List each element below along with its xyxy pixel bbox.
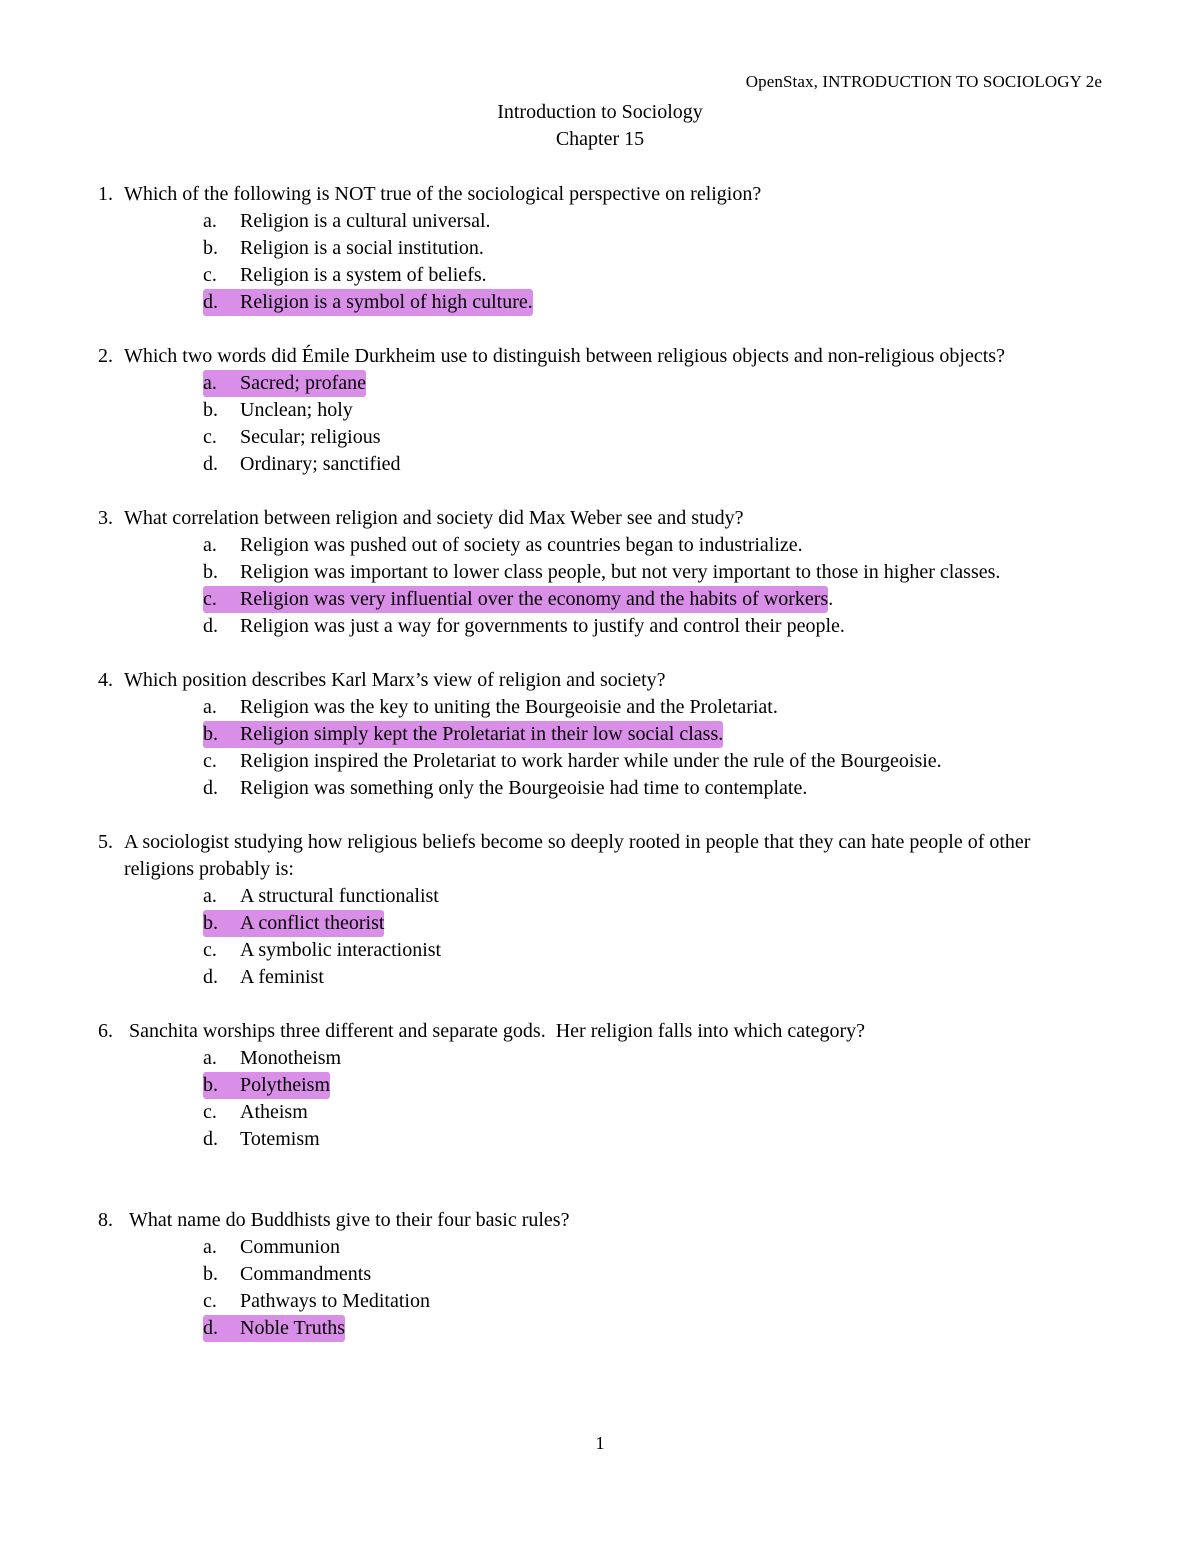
question-stem: [98, 829, 1098, 883]
answer-options: [203, 370, 1098, 478]
option-text: Religion was the key to uniting the Bourgeoisie and the Proletariat.: [240, 696, 778, 718]
question-number: 4.: [98, 669, 113, 691]
question-item: [98, 829, 1098, 991]
answer-options: [203, 208, 1098, 316]
option-text: Religion was just a way for governments to justify and control their people.: [240, 615, 845, 637]
answer-highlight: [203, 910, 384, 937]
answer-highlight: [203, 370, 366, 397]
page-number: 1: [595, 1433, 605, 1453]
option-text: Polytheism: [240, 1074, 331, 1096]
answer-option: [203, 964, 1098, 991]
option-text: A conflict theorist: [240, 912, 385, 934]
answer-option: [203, 424, 1098, 451]
answer-option: [203, 883, 1098, 910]
option-text: Religion was very influential over the economy and the habits of workers: [240, 588, 829, 610]
question-number: 8.: [98, 1209, 113, 1231]
option-letter: a.: [203, 210, 217, 232]
question-item: [98, 181, 1098, 316]
option-letter: d.: [203, 1317, 218, 1339]
answer-highlight: [203, 721, 723, 748]
option-trailing-punctuation: .: [828, 588, 834, 610]
option-letter: d.: [203, 291, 218, 313]
question-number: 1.: [98, 183, 113, 205]
option-text: Religion is a symbol of high culture.: [240, 291, 533, 313]
question-stem: [98, 505, 1098, 532]
option-letter: b.: [203, 237, 218, 259]
option-text: Ordinary; sanctified: [240, 453, 401, 475]
answer-highlight: [203, 1072, 330, 1099]
question-text: Sanchita worships three different and separate gods. Her religion falls into which category?: [124, 1020, 866, 1042]
option-text: Religion was important to lower class people, but not very important to those in higher classes.: [240, 561, 1001, 583]
answer-options: [203, 694, 1098, 802]
answer-option: [203, 1099, 1098, 1126]
question-stem: [98, 667, 1098, 694]
answer-options: [203, 1234, 1098, 1342]
option-text: A symbolic interactionist: [240, 939, 442, 961]
option-text: Pathways to Meditation: [240, 1290, 430, 1312]
option-letter: a.: [203, 372, 217, 394]
answer-option: [203, 235, 1098, 262]
answer-highlight: [203, 1315, 345, 1342]
chapter-title: Chapter 15: [555, 128, 645, 150]
document-title: Introduction to Sociology: [497, 101, 703, 123]
question-number: 2.: [98, 345, 113, 367]
option-letter: b.: [203, 912, 218, 934]
highlighted-answer-option: [203, 1315, 1098, 1342]
option-letter: c.: [203, 426, 217, 448]
question-stem: [98, 343, 1098, 370]
question-item: [98, 505, 1098, 640]
option-letter: c.: [203, 750, 217, 772]
question-stem: [98, 181, 1098, 208]
option-text: Atheism: [240, 1101, 308, 1123]
option-letter: a.: [203, 885, 217, 907]
highlighted-answer-option: [203, 370, 1098, 397]
answer-highlight: [203, 289, 533, 316]
option-letter: d.: [203, 1128, 218, 1150]
option-letter: d.: [203, 966, 218, 988]
question-stem: [98, 1207, 1098, 1234]
option-text: Noble Truths: [240, 1317, 346, 1339]
option-letter: b.: [203, 1263, 218, 1285]
option-letter: a.: [203, 1236, 217, 1258]
answer-options: [203, 532, 1098, 640]
highlighted-answer-option: [203, 721, 1098, 748]
option-letter: b.: [203, 723, 218, 745]
answer-option: [203, 694, 1098, 721]
question-text: Which of the following is NOT true of the sociological perspective on religion?: [124, 183, 762, 205]
option-text: Religion simply kept the Proletariat in their low social class.: [240, 723, 724, 745]
answer-options: [203, 1045, 1098, 1153]
question-text: What correlation between religion and society did Max Weber see and study?: [124, 507, 744, 529]
answer-option: [203, 1261, 1098, 1288]
option-text: Religion is a cultural universal.: [240, 210, 491, 232]
option-letter: a.: [203, 1047, 217, 1069]
question-number: 5.: [98, 831, 113, 853]
answer-option: [203, 1288, 1098, 1315]
option-text: Communion: [240, 1236, 341, 1258]
answer-option: [203, 937, 1098, 964]
question-text: What name do Buddhists give to their four basic rules?: [124, 1209, 570, 1231]
answer-option: [203, 1126, 1098, 1153]
question-list: [98, 181, 1098, 1369]
highlighted-answer-option: [203, 1072, 1098, 1099]
answer-option: [203, 775, 1098, 802]
option-text: Religion was pushed out of society as countries began to industrialize.: [240, 534, 803, 556]
option-text: Religion is a system of beliefs.: [240, 264, 487, 286]
answer-option: [203, 262, 1098, 289]
answer-option: [203, 613, 1098, 640]
answer-option: [203, 1045, 1098, 1072]
answer-option: [203, 451, 1098, 478]
question-text: A sociologist studying how religious beliefs become so deeply rooted in people that they can hate people of other religions probably is:: [124, 831, 1036, 880]
option-letter: c.: [203, 588, 217, 610]
highlighted-answer-option: [203, 586, 1098, 613]
option-letter: d.: [203, 453, 218, 475]
title-block: [0, 99, 1200, 153]
question-item: [98, 1018, 1098, 1153]
option-letter: c.: [203, 1290, 217, 1312]
question-number: 3.: [98, 507, 113, 529]
answer-option: [203, 397, 1098, 424]
question-item: [98, 1207, 1098, 1342]
option-letter: b.: [203, 1074, 218, 1096]
option-text: A feminist: [240, 966, 324, 988]
option-text: Religion is a social institution.: [240, 237, 484, 259]
option-letter: a.: [203, 696, 217, 718]
option-letter: b.: [203, 561, 218, 583]
option-letter: b.: [203, 399, 218, 421]
question-item: [98, 343, 1098, 478]
option-text: Religion inspired the Proletariat to work harder while under the rule of the Bourgeoisie.: [240, 750, 942, 772]
answer-options: [203, 883, 1098, 991]
option-text: Monotheism: [240, 1047, 342, 1069]
option-letter: c.: [203, 1101, 217, 1123]
question-item: [98, 667, 1098, 802]
answer-option: [203, 1234, 1098, 1261]
option-text: Totemism: [240, 1128, 320, 1150]
question-number: 6.: [98, 1020, 113, 1042]
option-letter: a.: [203, 534, 217, 556]
option-letter: d.: [203, 777, 218, 799]
option-letter: d.: [203, 615, 218, 637]
answer-highlight: [203, 586, 828, 613]
question-stem: [98, 1018, 1098, 1045]
option-text: Commandments: [240, 1263, 372, 1285]
answer-option: [203, 208, 1098, 235]
option-letter: c.: [203, 264, 217, 286]
highlighted-answer-option: [203, 289, 1098, 316]
answer-option: [203, 532, 1098, 559]
question-text: Which position describes Karl Marx’s view of religion and society?: [124, 669, 666, 691]
option-text: A structural functionalist: [240, 885, 439, 907]
option-text: Religion was something only the Bourgeoisie had time to contemplate.: [240, 777, 808, 799]
option-text: Unclean; holy: [240, 399, 353, 421]
highlighted-answer-option: [203, 910, 1098, 937]
answer-option: [203, 748, 1098, 775]
option-text: Secular; religious: [240, 426, 381, 448]
option-text: Sacred; profane: [240, 372, 367, 394]
question-text: Which two words did Émile Durkheim use to distinguish between religious objects and non-religious objects?: [124, 345, 1005, 367]
running-head: OpenStax, INTRODUCTION TO SOCIOLOGY 2e: [745, 72, 1102, 91]
answer-option: [203, 559, 1098, 586]
option-letter: c.: [203, 939, 217, 961]
